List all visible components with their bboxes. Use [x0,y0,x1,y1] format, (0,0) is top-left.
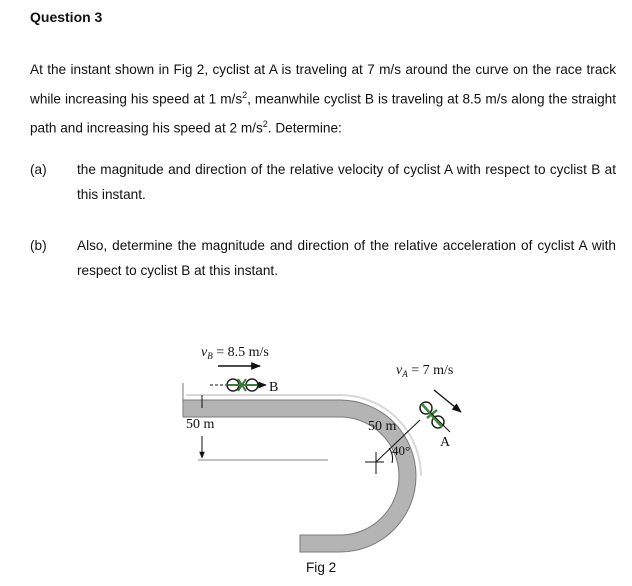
intro-superscript-2: 2 [262,118,268,129]
dimension-left-label: 50 m [186,417,215,432]
question-heading: Question 3 [30,9,103,25]
figure-caption: Fig 2 [306,560,337,575]
race-track [183,383,416,552]
part-a-text: the magnitude and direction of the relative velocity of cyclist A with respect to cyclist B at this instant. [77,162,616,202]
part-b-label: (b) [30,238,47,253]
intro-text-3: . Determine: [267,120,342,136]
angle-label: 40° [392,443,411,458]
velocity-a-label: $v_A = 7$ m/s [396,363,454,379]
part-b-text: Also, determine the magnitude and direction of the relative acceleration of cyclist A with respect to cyclist B at this instant. [77,238,616,278]
intro-text-1: At the instant shown in Fig 2, cyclist at A is traveling at 7 m/s around the curve on the race track while increasing his speed at 1 m/s [30,62,616,107]
cyclist-a-label: A [440,435,451,450]
cyclist-a [420,402,450,432]
part-a-label: (a) [30,162,47,177]
velocity-a-arrow [434,390,461,412]
intro-text-2: , meanwhile cyclist B is traveling at 8.5 m/s along the straight path and increasing his speed at 2 m/s [30,91,616,136]
cyclist-b [210,379,266,391]
intro-superscript-1: 2 [242,89,248,100]
velocity-b-label: $v_B = 8.5$ m/s [201,345,269,361]
cyclist-b-label: B [269,380,279,395]
dimension-right-label: 50 m [368,419,397,434]
